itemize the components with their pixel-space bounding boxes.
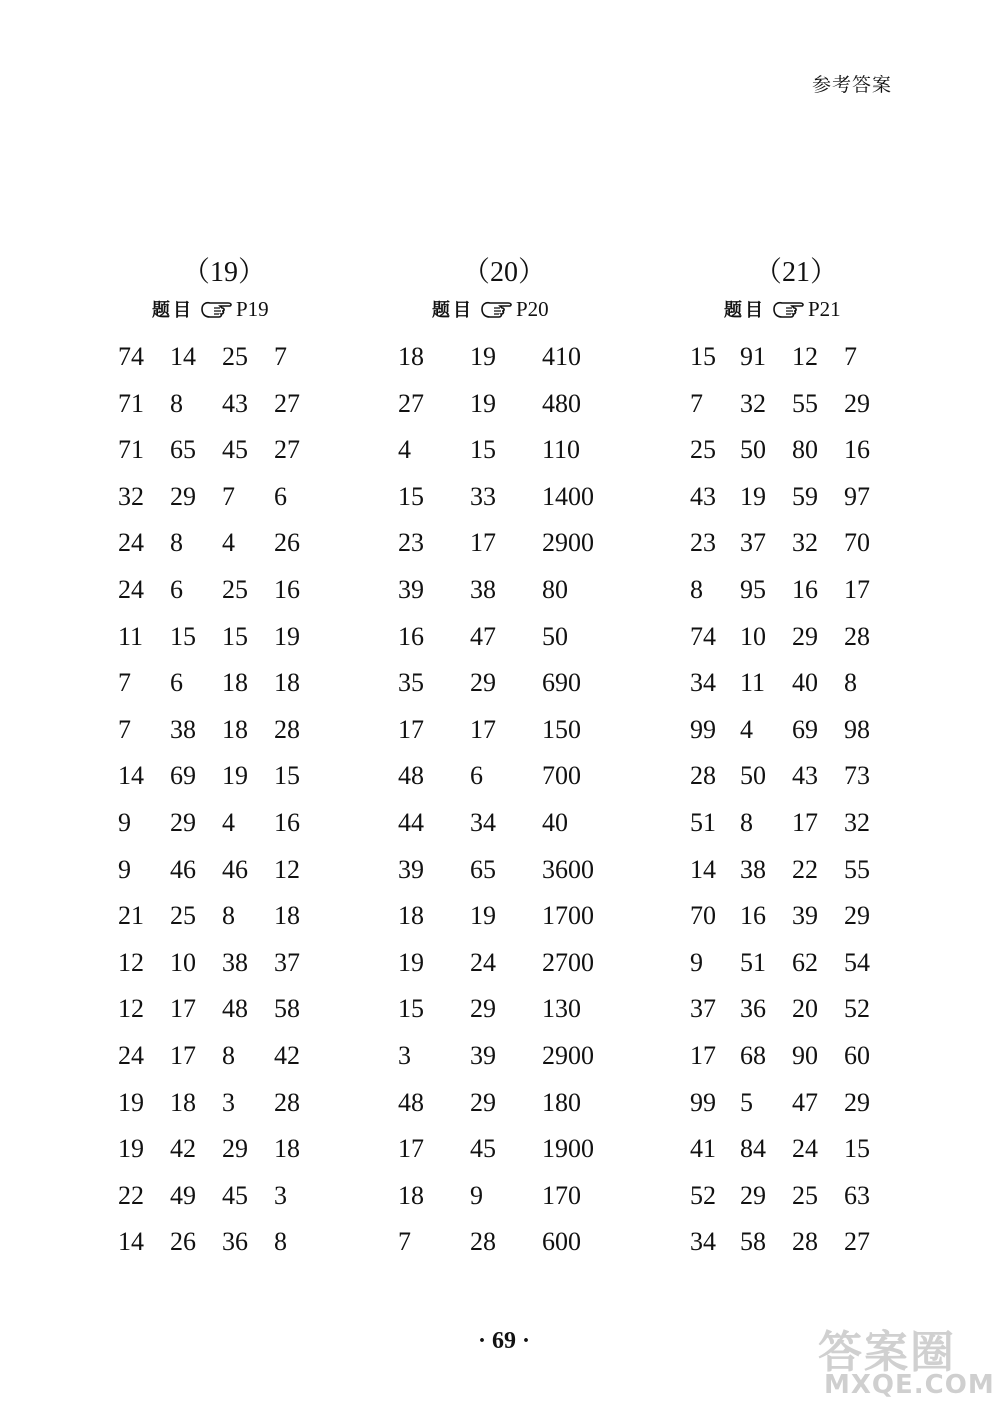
answer-value: 52	[690, 1181, 716, 1210]
answer-value: 14	[118, 761, 144, 790]
answer-value: 21	[118, 901, 144, 930]
answer-value: 15	[274, 761, 300, 790]
answer-value: 9	[118, 808, 131, 837]
answer-value: 28	[274, 715, 300, 744]
answer-value: 39	[398, 575, 424, 604]
answer-value: 16	[844, 435, 870, 464]
answer-value: 97	[844, 482, 870, 511]
answer-value: 8	[690, 575, 703, 604]
answer-value: 27	[274, 435, 300, 464]
answer-value: 27	[844, 1227, 870, 1256]
answer-value: 14	[170, 342, 196, 371]
answer-value: 12	[274, 855, 300, 884]
answer-value: 45	[222, 435, 248, 464]
answer-value: 58	[274, 994, 300, 1023]
answer-value: 15	[470, 435, 496, 464]
answer-value: 700	[542, 761, 581, 790]
answer-value: 19	[398, 948, 424, 977]
answer-value: 43	[690, 482, 716, 511]
answer-value: 58	[740, 1227, 766, 1256]
answer-value: 130	[542, 994, 581, 1023]
answer-value: 4	[398, 435, 411, 464]
answer-value: 26	[170, 1227, 196, 1256]
answer-value: 17	[398, 1134, 424, 1163]
answer-value: 10	[740, 622, 766, 651]
answer-value: 6	[170, 575, 183, 604]
answer-value: 48	[398, 1088, 424, 1117]
answer-value: 24	[470, 948, 496, 977]
answer-value: 18	[398, 342, 424, 371]
section-number: （21）	[754, 257, 839, 288]
answer-value: 34	[690, 668, 716, 697]
answer-value: 69	[170, 761, 196, 790]
answer-value: 29	[844, 1088, 870, 1117]
section-reference	[432, 296, 549, 322]
answer-value: 18	[222, 668, 248, 697]
answer-value: 600	[542, 1227, 581, 1256]
answer-value: 63	[844, 1181, 870, 1210]
answer-value: 15	[398, 994, 424, 1023]
answer-value: 29	[844, 901, 870, 930]
answer-value: 48	[222, 994, 248, 1023]
section-number: （19）	[182, 257, 267, 288]
answer-value: 19	[222, 761, 248, 790]
answer-value: 39	[792, 901, 818, 930]
answer-value: 32	[792, 528, 818, 557]
answer-value: 8	[222, 901, 235, 930]
answer-value: 4	[740, 715, 753, 744]
answer-value: 44	[398, 808, 424, 837]
answer-value: 54	[844, 948, 870, 977]
answer-value: 37	[690, 994, 716, 1023]
watermark-url: MXQE.COM	[824, 1370, 995, 1400]
answer-value: 17	[170, 994, 196, 1023]
reference-label: 题目	[432, 300, 474, 321]
answer-value: 690	[542, 668, 581, 697]
answer-value: 2900	[542, 528, 594, 557]
answer-value: 38	[470, 575, 496, 604]
section-reference	[724, 296, 841, 322]
answer-value: 2700	[542, 948, 594, 977]
answer-value: 16	[740, 901, 766, 930]
answer-value: 4	[222, 528, 235, 557]
answer-value: 69	[792, 715, 818, 744]
answer-value: 55	[792, 389, 818, 418]
answer-value: 24	[118, 528, 144, 557]
answer-value: 19	[470, 342, 496, 371]
answer-value: 22	[118, 1181, 144, 1210]
answer-value: 51	[740, 948, 766, 977]
answer-value: 14	[118, 1227, 144, 1256]
answer-value: 42	[274, 1041, 300, 1070]
answer-value: 16	[274, 575, 300, 604]
reference-label: 题目	[152, 300, 194, 321]
answer-value: 1700	[542, 901, 594, 930]
answer-value: 18	[274, 1134, 300, 1163]
answer-value: 98	[844, 715, 870, 744]
answer-value: 6	[170, 668, 183, 697]
answer-value: 74	[690, 622, 716, 651]
answer-value: 28	[844, 622, 870, 651]
answer-value: 18	[274, 668, 300, 697]
answer-value: 40	[792, 668, 818, 697]
answer-value: 43	[792, 761, 818, 790]
answer-value: 27	[274, 389, 300, 418]
answer-value: 39	[398, 855, 424, 884]
answer-value: 480	[542, 389, 581, 418]
answer-value: 68	[740, 1041, 766, 1070]
answer-value: 38	[222, 948, 248, 977]
answer-value: 8	[222, 1041, 235, 1070]
answer-value: 3	[222, 1088, 235, 1117]
answer-value: 55	[844, 855, 870, 884]
answer-value: 8	[844, 668, 857, 697]
answer-value: 16	[274, 808, 300, 837]
answer-value: 52	[844, 994, 870, 1023]
reference-page: P21	[808, 296, 841, 321]
answer-value: 36	[222, 1227, 248, 1256]
reference-page: P20	[516, 296, 549, 321]
answer-value: 150	[542, 715, 581, 744]
answer-value: 4	[222, 808, 235, 837]
answer-value: 74	[118, 342, 144, 371]
answer-value: 15	[398, 482, 424, 511]
answer-value: 7	[690, 389, 703, 418]
answer-value: 15	[222, 622, 248, 651]
answer-value: 19	[740, 482, 766, 511]
answer-value: 8	[740, 808, 753, 837]
section-reference	[152, 296, 269, 322]
answer-value: 28	[470, 1227, 496, 1256]
pointing-hand-icon	[480, 299, 514, 319]
answer-value: 7	[118, 668, 131, 697]
watermark	[818, 1316, 993, 1402]
watermark-logo-text: 答案圈	[818, 1327, 956, 1378]
answer-value: 38	[740, 855, 766, 884]
answer-value: 29	[222, 1134, 248, 1163]
answer-value: 12	[118, 994, 144, 1023]
answer-value: 25	[792, 1181, 818, 1210]
answer-value: 17	[690, 1041, 716, 1070]
answer-value: 6	[470, 761, 483, 790]
answer-value: 11	[740, 668, 766, 697]
answer-value: 90	[792, 1041, 818, 1070]
answer-value: 59	[792, 482, 818, 511]
answer-value: 24	[118, 1041, 144, 1070]
answer-value: 28	[792, 1227, 818, 1256]
answer-value: 37	[274, 948, 300, 977]
answer-value: 46	[222, 855, 248, 884]
answer-value: 7	[398, 1227, 411, 1256]
answer-value: 9	[118, 855, 131, 884]
answer-value: 19	[118, 1134, 144, 1163]
page-header-title: 参考答案	[812, 74, 893, 96]
answer-value: 17	[470, 715, 496, 744]
answer-value: 45	[222, 1181, 248, 1210]
answer-value: 29	[170, 808, 196, 837]
answer-value: 3	[274, 1181, 287, 1210]
answer-value: 34	[470, 808, 496, 837]
answer-value: 15	[170, 622, 196, 651]
answer-value: 17	[844, 575, 870, 604]
answer-value: 24	[792, 1134, 818, 1163]
answer-value: 32	[118, 482, 144, 511]
answer-value: 17	[792, 808, 818, 837]
answer-value: 73	[844, 761, 870, 790]
answer-value: 19	[470, 901, 496, 930]
answer-value: 38	[170, 715, 196, 744]
answer-value: 29	[170, 482, 196, 511]
reference-label: 题目	[724, 300, 766, 321]
answer-value: 8	[170, 389, 183, 418]
answer-value: 27	[398, 389, 424, 418]
answer-value: 36	[740, 994, 766, 1023]
answer-value: 170	[542, 1181, 581, 1210]
answer-value: 410	[542, 342, 581, 371]
answer-value: 33	[470, 482, 496, 511]
answer-value: 18	[222, 715, 248, 744]
answer-value: 5	[740, 1088, 753, 1117]
answer-value: 7	[118, 715, 131, 744]
answer-value: 180	[542, 1088, 581, 1117]
answer-value: 65	[170, 435, 196, 464]
answer-value: 22	[792, 855, 818, 884]
answer-value: 28	[690, 761, 716, 790]
answer-value: 11	[118, 622, 144, 651]
answer-value: 3	[398, 1041, 411, 1070]
answer-value: 99	[690, 715, 716, 744]
answer-value: 47	[792, 1088, 818, 1117]
answer-value: 29	[470, 1088, 496, 1117]
answer-value: 71	[118, 389, 144, 418]
answer-value: 16	[398, 622, 424, 651]
answer-value: 28	[274, 1088, 300, 1117]
answer-value: 8	[170, 528, 183, 557]
answer-value: 50	[740, 761, 766, 790]
answer-value: 19	[118, 1088, 144, 1117]
answer-value: 42	[170, 1134, 196, 1163]
answer-value: 1900	[542, 1134, 594, 1163]
answer-value: 2900	[542, 1041, 594, 1070]
answer-value: 43	[222, 389, 248, 418]
answer-value: 71	[118, 435, 144, 464]
answer-value: 25	[222, 575, 248, 604]
answer-value: 23	[398, 528, 424, 557]
answer-value: 19	[470, 389, 496, 418]
answer-value: 9	[470, 1181, 483, 1210]
answer-value: 29	[792, 622, 818, 651]
answer-value: 25	[170, 901, 196, 930]
answer-value: 62	[792, 948, 818, 977]
answer-value: 18	[170, 1088, 196, 1117]
answer-value: 51	[690, 808, 716, 837]
answer-value: 46	[170, 855, 196, 884]
answer-value: 10	[170, 948, 196, 977]
answer-value: 49	[170, 1181, 196, 1210]
answer-value: 14	[690, 855, 716, 884]
answer-value: 40	[542, 808, 568, 837]
answer-value: 70	[844, 528, 870, 557]
answer-value: 18	[398, 901, 424, 930]
answer-value: 70	[690, 901, 716, 930]
answer-value: 39	[470, 1041, 496, 1070]
answer-value: 15	[690, 342, 716, 371]
answer-value: 29	[844, 389, 870, 418]
answer-value: 17	[170, 1041, 196, 1070]
answer-value: 84	[740, 1134, 766, 1163]
pointing-hand-icon	[772, 299, 806, 319]
answer-value: 50	[542, 622, 568, 651]
page-number: · 69 ·	[478, 1328, 531, 1354]
answer-value: 95	[740, 575, 766, 604]
answer-value: 19	[274, 622, 300, 651]
answer-value: 8	[274, 1227, 287, 1256]
answer-value: 9	[690, 948, 703, 977]
answer-value: 37	[740, 528, 766, 557]
answer-value: 50	[740, 435, 766, 464]
answer-value: 26	[274, 528, 300, 557]
answer-value: 17	[398, 715, 424, 744]
answer-value: 48	[398, 761, 424, 790]
answer-value: 110	[542, 435, 581, 464]
answer-value: 35	[398, 668, 424, 697]
answer-value: 32	[740, 389, 766, 418]
answer-value: 20	[792, 994, 818, 1023]
answer-value: 25	[222, 342, 248, 371]
answer-value: 12	[118, 948, 144, 977]
answer-value: 29	[470, 994, 496, 1023]
pointing-hand-icon	[200, 299, 234, 319]
answer-value: 29	[740, 1181, 766, 1210]
answer-value: 41	[690, 1134, 716, 1163]
answer-value: 17	[470, 528, 496, 557]
answer-value: 23	[690, 528, 716, 557]
answer-value: 18	[274, 901, 300, 930]
answer-value: 7	[222, 482, 235, 511]
answer-value: 7	[844, 342, 857, 371]
answer-value: 24	[118, 575, 144, 604]
answer-value: 91	[740, 342, 766, 371]
answer-value: 3600	[542, 855, 594, 884]
answer-value: 80	[542, 575, 568, 604]
answer-value: 7	[274, 342, 287, 371]
answer-value: 16	[792, 575, 818, 604]
answer-value: 60	[844, 1041, 870, 1070]
answer-value: 80	[792, 435, 818, 464]
answer-value: 12	[792, 342, 818, 371]
answer-value: 45	[470, 1134, 496, 1163]
answer-value: 6	[274, 482, 287, 511]
answer-value: 34	[690, 1227, 716, 1256]
section-number: （20）	[462, 257, 547, 288]
answer-value: 29	[470, 668, 496, 697]
reference-page: P19	[236, 296, 269, 321]
answer-value: 25	[690, 435, 716, 464]
answer-value: 1400	[542, 482, 594, 511]
answer-value: 32	[844, 808, 870, 837]
answer-value: 99	[690, 1088, 716, 1117]
answer-value: 65	[470, 855, 496, 884]
answer-value: 47	[470, 622, 496, 651]
answer-value: 18	[398, 1181, 424, 1210]
answer-value: 15	[844, 1134, 870, 1163]
